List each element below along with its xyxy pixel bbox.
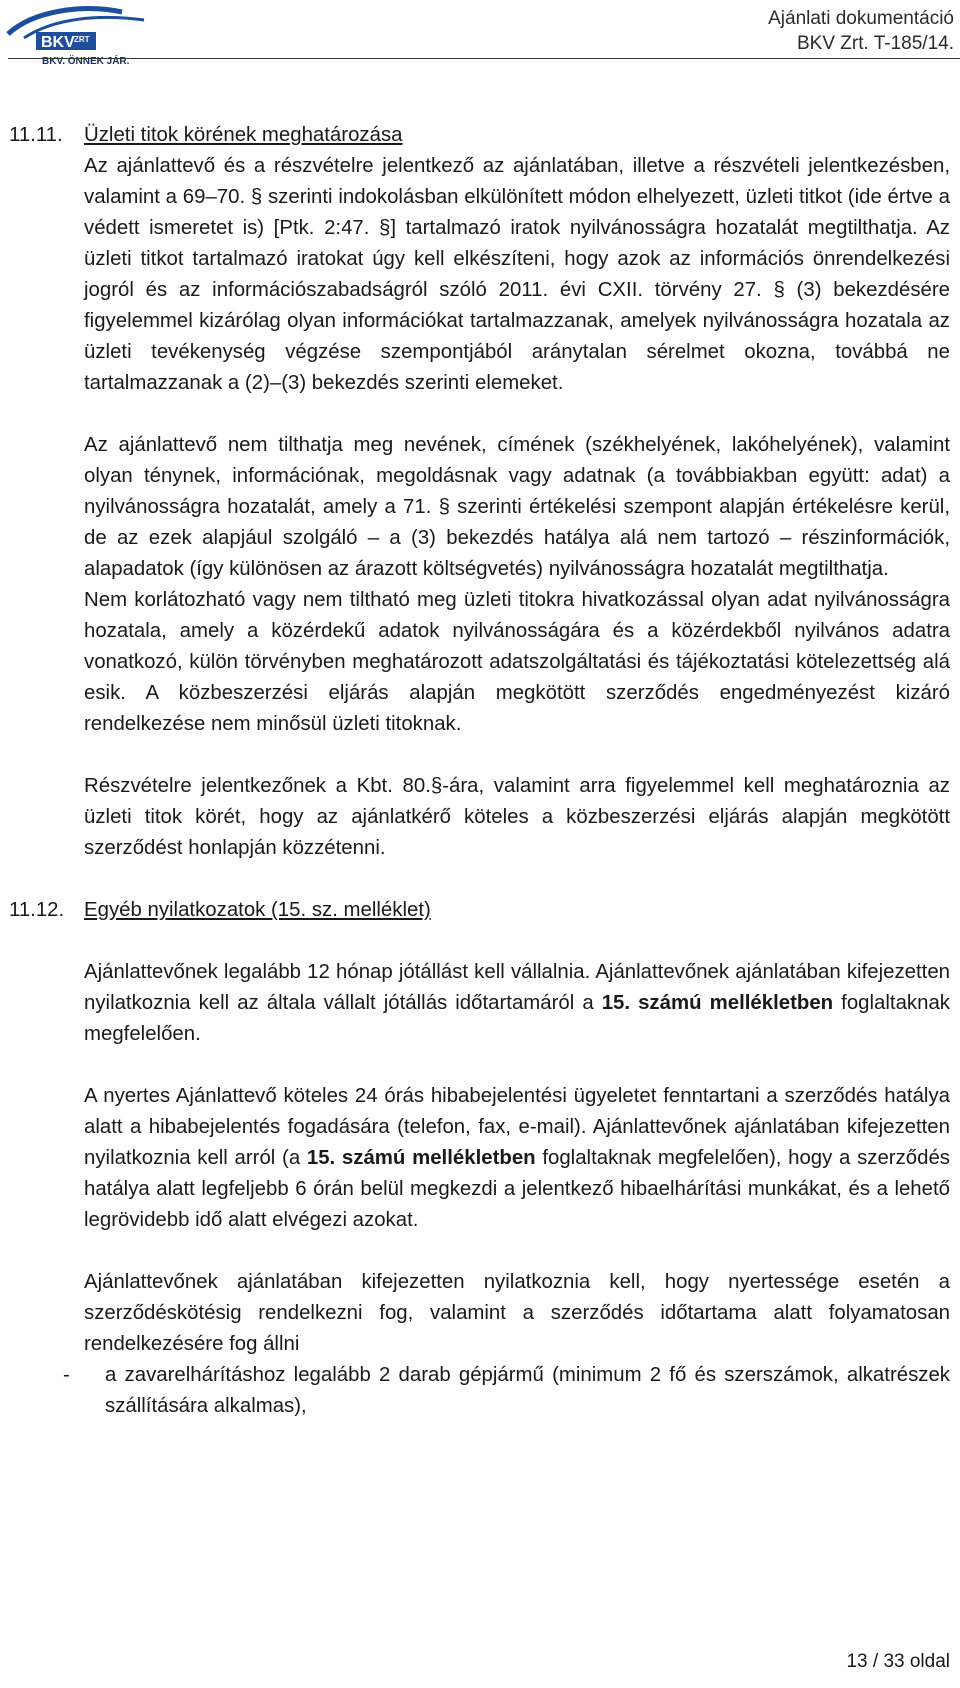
annex-reference: 15. számú mellékletben — [601, 992, 834, 1014]
section-title: Egyéb nyilatkozatok (15. sz. melléklet) — [84, 899, 431, 921]
section-title: Üzleti titok körének meghatározása — [84, 124, 403, 146]
paragraph — [84, 1081, 950, 1236]
list-item-text: a zavarelhárításhoz legalább 2 darab gépjármű (minimum 2 fő és szerszámok, alkatrészek szállítására alkalmas), — [105, 1364, 950, 1417]
header-divider — [8, 58, 960, 59]
logo-tagline: BKV. ÖNNEK JÁR. — [42, 56, 130, 67]
paragraph: Az ajánlattevő és a részvételre jelentkező az ajánlatában, illetve a részvételi jelentkezésben, valamint a 69–70. § szerinti indokolásban elkülönített módon elhelyezett, üzleti titkot (ide értve a védett ismeretet is) [Ptk. 2:47. §] tartalmazó iratok nyilvánosságra hozatalát megtilthatja. Az üzleti titkot tartalmazó iratokat úgy kell elkészíteni, hogy azok az információs önrendelkezési jogról és az információszabadságról szóló 2011. évi CXII. törvény 27. § (3) bekezdésére figyelemmel kizárólag olyan információkat tartalmazzanak, amelyek nyilvánosságra hozatala az üzleti tevékenység végzése szempontjából aránytalan sérelmet okozna, továbbá ne tartalmazzanak a (2)–(3) bekezdés szerinti elemeket. — [84, 155, 950, 394]
page-body — [0, 120, 960, 1422]
document-title: Ajánlati dokumentáció — [768, 8, 954, 29]
page-header — [0, 0, 960, 70]
annex-reference: 15. számú mellékletben — [306, 1147, 536, 1169]
logo-main-text: BKV — [41, 34, 75, 51]
page-number: 13 / 33 oldal — [846, 1651, 950, 1672]
paragraph — [84, 957, 950, 1050]
section-number: 11.12. — [9, 899, 65, 921]
paragraph-text: A nyertes Ajánlattevő köteles 24 órás hibabejelentési ügyeletet fenntartani a szerződés hatálya alatt a hibabejelentés fogadására (telefon, fax, e-mail). Ajánlattevőnek ajánlatában kifejezetten nyilatkoznia kell arról (a — [84, 1085, 950, 1169]
paragraph-text: Ajánlattevőnek legalább 12 hónap jótállást kell vállalnia. Ajánlattevőnek ajánlatában kifejezetten nyilatkoznia kell az általa vállalt jótállás időtartamáról a — [84, 961, 950, 1014]
section-number: 11.11. — [9, 124, 63, 146]
bullet-dash: - — [63, 1364, 70, 1386]
paragraph: Ajánlattevőnek ajánlatában kifejezetten nyilatkoznia kell, hogy nyertessége esetén a szerződéskötésig rendelkezni fog, valamint a szerződés időtartama alatt folyamatosan rendelkezésére fog állni — [84, 1271, 950, 1355]
list-item — [0, 1360, 950, 1422]
paragraph-text: foglaltaknak megfelelően. — [84, 992, 950, 1045]
paragraph: Részvételre jelentkezőnek a Kbt. 80.§-ára, valamint arra figyelemmel kell meghatároznia az üzleti titok körét, hogy az ajánlatkérő köteles a közbeszerzési eljárás alapján megkötött szerződést honlapján közzétenni. — [84, 775, 950, 859]
section-heading-11-12 — [0, 895, 960, 926]
document-reference: BKV Zrt. T-185/14. — [796, 33, 954, 54]
logo-sup-text: ZRT — [74, 35, 90, 44]
paragraph: Az ajánlattevő nem tilthatja meg nevének, címének (székhelyének, lakóhelyének), valamint olyan ténynek, információnak, megoldásnak vagy adatnak (a továbbiakban együtt: adat) a nyilvánosságra hozatalát, amely a 71. § szerinti értékelési szempont alapján értékelésre kerül, de az ezek alapjául szolgáló – a (3) bekezdés hatálya alá nem tartozó – részinformációk, alapadatok (így különösen az árazott költségvetés) nyilvánosságra hozatalát megtilthatja. — [84, 434, 950, 580]
document-meta — [768, 6, 954, 56]
paragraph-text: foglaltaknak megfelelően), hogy a szerződés hatálya alatt legfeljebb 6 órán belül megkezdi a jelentkező hibaelhárítási munkákat, és a lehető legrövidebb idő alatt elvégezi azokat. — [84, 1147, 950, 1231]
section-heading-11-11 — [0, 120, 960, 151]
paragraph: Nem korlátozható vagy nem tiltható meg üzleti titokra hivatkozással olyan adat nyilvánosságra hozatala, amely a közérdekű adatok nyilvánosságára és a közérdekből nyilvános adatra vonatkozó, külön törvényben meghatározott adatszolgáltatási és tájékoztatási kötelezettség alá esik. A közbeszerzési eljárás alapján megkötött szerződés engedményezést kizáró rendelkezése nem minősül üzleti titoknak. — [84, 589, 950, 735]
